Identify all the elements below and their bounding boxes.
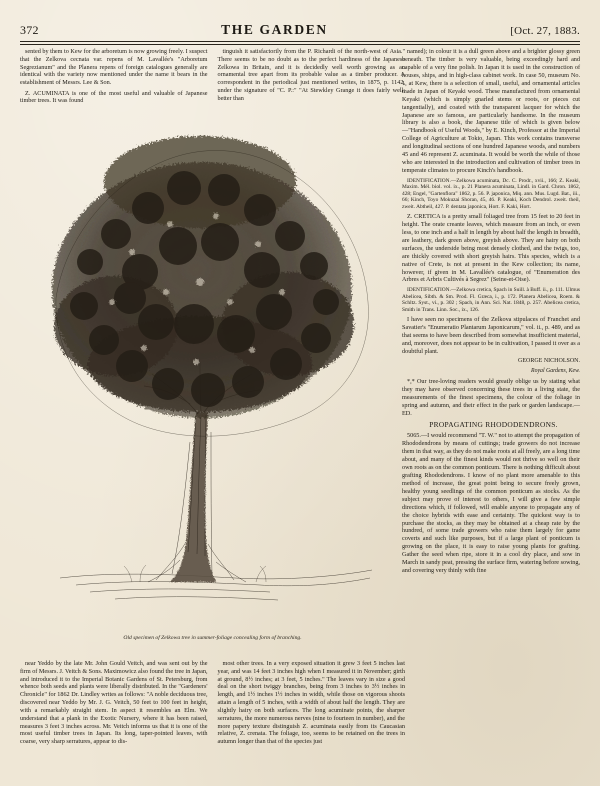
author-location: Royal Gardens, Kew. [531,368,580,375]
column-two-bottom [218,660,406,748]
paragraph-rhododendrons: 5065.—I would recommend "T. W." not to attempt the propagation of Rhododendrons by means of cuttings; trade growers do not increase them in that way, as they do not make roots at all freely, are a long time about, and many of the finest kinds would not thrive so well on their own roots as on the common ponticum. There is nothing difficult about grafting Rhododendrons. I know of no plant more amenable to this method of increase, the great point being to secure freely grown, healthy young seedlings of the common ponticum as stocks. As the subject may prove of interest to others, I will give a few simple directions which, if followed, will enable anyone to propagate any of the choice hybrids with ease and certainty. The quickest way is to purchase the stocks, as they may be obtained at a cheap rate by the hundred, of some trade growers who raise them largely for game coverts and such like purposes, but if a large plant of ponticum is growing on the place, it is easy to raise young plants for grafting. Gather the seed when ripe, store it in a cool dry place, and sow in March in sandy peat, pressing the surface firm, watering before sowing, and covering very thinly with fine [402,432,580,575]
column-one-bottom [20,660,208,748]
top-left-columns [20,48,405,108]
column-two-top [218,48,406,108]
zelkowa-tree-engraving-icon [20,112,405,634]
column-three [402,48,580,578]
issue-date: [Oct. 27, 1883. [510,25,580,37]
page-number: 372 [20,23,39,37]
paragraph: near Yeddo by the late Mr. John Gould Veitch, and was sent out by the firm of Messrs. J. Veitch & Sons. Maximowicz also found the tree in Japan, and introduced it to the Imperial Botanic Gardens of St. Petersburg, from whence both seeds and plants were liberally distributed. In the "Gardeners' Chronicle" for 1862 Dr. Lindley writes as follows: "A noble deciduous tree, discovered near Yeddo by Mr. J. G. Veitch, 50 feet to 100 feet in height, with a remarkably straight stem. In aspect it resembles an Elm. We understand that a plank in the Exotic Nursery, where it has been raised, measures 3 feet 3 inches across. Mr. Veitch informs us that it is one of the most useful timber trees in Japan. Its long, taper-pointed leaves, with coarse, very sharp serratures, appear to dis- [20,660,208,746]
running-head [20,22,580,41]
header-rule [20,41,580,45]
bottom-left-columns [20,660,405,748]
paragraph: most other trees. In a very exposed situation it grew 3 feet 5 inches last year, and was 14 feet 3 inches high when I measured it in November; girth at ground, 8½ inches; at 3 feet, 5 inches." The leaves vary in size a good deal on the short twiggy branches, being from 3 inches to 3½ inches in length, and 1½ inches 1½ inches in width, while those on vigorous shoots attain a length of 5 inches, with a width of about half the length. They are slightly hairy on both surfaces. The long acuminate points, the sharper serratures, the more numerous nerves (nine to fourteen in number), and the more papery texture distinguish Z. acuminata easily from its Caucasian relative, Z. crenata. The foliage, too, seems to be retained on the trees in autumn longer than that of the species just [217,660,405,746]
paragraph: tinguish it satisfactorily from the P. Richardi of the north-west of Asia." There seems to be no doubt as to the perfect hardiness of the Japanese Zelkowa in Britain, and it is decidedly well worth growing as an ornamental tree apart from its probable value as a timber producer. A correspondent in the periodical just mentioned writes, in 1875, p. 1142, under the signature of "C. P.:" "At Stewkley Grange it does fairly well; better than [217,48,405,102]
section-heading-rhododendrons: PROPAGATING RHODODENDRONS. [429,420,558,430]
identification-note-acuminata: IDENTIFICATION.—Zelkowa acuminata, Dc. C. Prodr., xvii., 166; Z. Keaki, Maxim. Mél. biol. vol. ix., p. 21 Planera acuminata, Lindl. in Gard. Chron. 1862, 428; Engel, "Gartenflora" 1862, p. 56. P. japonica, Miq. ann. Mus. Lugd. Bat., iii., 66; Kinch, Toyo Mokuzai Shoran, 45, 46. P. Keaki, Koch Dendrol. zweit. theil, zweit. Abtheil, 427. P. dentata japonica, Hort. F. Kaki, Hort. [402,177,580,210]
paragraph: Z. ACUMINATA is one of the most useful and valuable of Japanese timber trees. It was found [20,89,208,105]
publication-title: THE GARDEN [221,22,328,37]
figure-block [20,112,405,652]
column-one-top [20,48,208,108]
identification-note-cretica: IDENTIFICATION.—Zelkowa cretica, Spach in Suill. à Buff. ii., p. 111. Ulmus Abelicea, Sibth. & Sm. Prod. Fl. Græca, i., p. 172. Planera Abelicea, Roem. & Schltz. Syst., vi., p. 302 ; Spach, in Ann. Sci. Nat. 1848, p. 257. Abelicea cretica, Smith in Trans. Linn. Soc., ix., 126. [402,286,580,313]
tree-illustration [20,112,405,634]
figure-caption: Old specimen of Zelkowa tree in summer-foliage concealing form of branching. [123,635,302,641]
paragraph: named); in colour it is a dull green above and a brighter glossy green beneath. The timber is very valuable, being exceedingly hard and capable of a very fine polish. In Japan it is used in the construction of houses, ships, and in high-class cabinet work. In case 50, museum No. 1, at Kew, there is a selection of small, useful, and ornamental articles made in Japan of Keyaki wood. These manufactured from ornamental Keyaki (which is simply gnarled stems or roots, or pieces cut tangentially), and coated with the transparent lacquer for which the Japanese are so famous, are particularly handsome. In the museum library is also a book, the Japanese title of which is given below—"Handbook of Useful Woods," by E. Kinch, Professor at the Imperial College of Agriculture at Tokio, Japan. This work contains transverse and longitudinal sections of one hundred Japanese woods, and numbers 45 and 46 represent Z. acuminata. It would be worth the while of those who are interested in the introduction and cultivation of timber trees in temperate climates to procure Kinch's handbook. [402,48,580,175]
editor-note: *,* Our tree-loving readers would greatly oblige us by stating what they may have observed concerning these trees in a living state, the measurements of the finest specimens, the colour of the foliage in spring and autumn, and their effect in the park or garden landscape.—ED. [402,378,580,417]
author-signature: GEORGE NICHOLSON. [518,357,580,364]
paragraph-z-cretica: Z. CRETICA is a pretty small foliaged tree from 15 feet to 20 feet in height. The orate creante leaves, which measure from an inch, or even less, to one inch and a half in length by about half the length in breadth, are leathery, dark green above, greyish above. They are hairy on both surfaces, the underside being most densely clothed, and the twigs, too, are thickly covered with short greyish hairs. This species, which is a native of Crete, is not at present in the Kew collection; its name, however, if given in M. Lavallée's catalogue, of "Enumeration des Arbres et Arbris Cultivés à Segrez" (Seine-et-Oise). [402,212,580,284]
paragraph: sented by them to Kew for the arboretum is now growing freely. I suspect that the Zelkova cecnata var. repens of M. Lavallée's "Arboretum Segrezianum" and the Planera repens of foreign catalogues generally are identical with the variety now mentioned under the name it bears in the establishment of Messrs. Lee & Son. [20,48,208,87]
paragraph-closing: I have seen no specimens of the Zelkova stipulaces of Franchet and Savatier's "Enumeratio Plantarum Japonicarum," vol. ii., p. 489, and as that seems to have been described from somewhat insufficient material, and, moreover, does not appear to be in cultivation, I passed it over as a doubtful plant. [402,315,580,355]
